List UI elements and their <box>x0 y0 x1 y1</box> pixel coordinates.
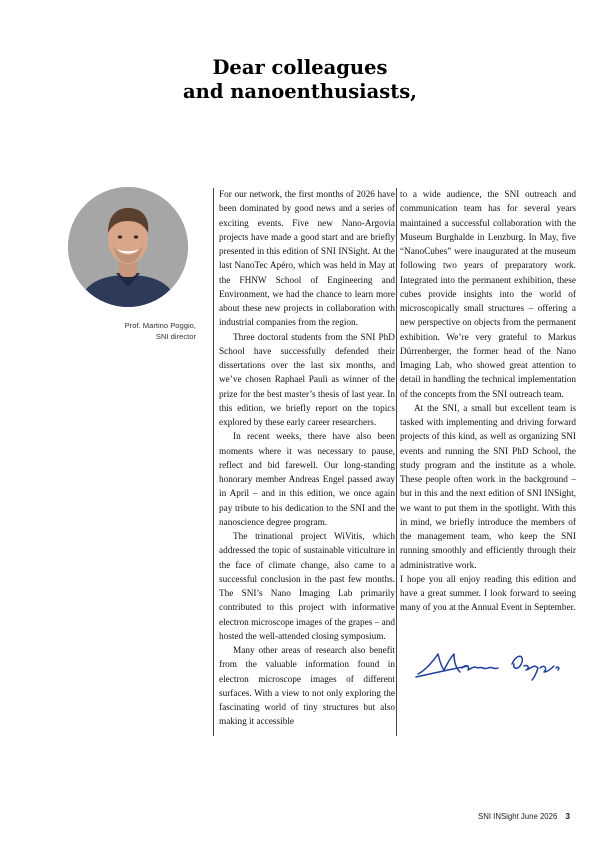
title-line-2: and nanoenthusiasts, <box>183 80 417 103</box>
column2-paragraph-2: At the SNI, a small but excellent team is tasked with implementing and driving forward projects of this kind, as well as organizing SNI events and running the SNI PhD School, the study program and the institute as a whole. These people often work in the background – but in this and the next edition of SNI INSight, we want to put them in the spotlight. With this in mind, we briefly introduce the members of the management team, who keep the SNI running smoothly and efficiently through their administrative work. <box>400 403 576 571</box>
caption-role: SNI director <box>155 332 196 341</box>
handwritten-signature <box>412 644 572 684</box>
letter-column-2 <box>400 188 576 616</box>
signature-graphic <box>412 644 572 684</box>
portrait-illustration <box>68 187 188 307</box>
column1-paragraph-5: Many other areas of research also benefit from the valuable information found in electron microscope images of different surfaces. With a view to not only exploring the fascinating world of tiny structures but also making it accessible <box>219 646 395 728</box>
column-divider-left <box>213 188 214 736</box>
director-portrait <box>68 187 188 307</box>
column1-paragraph-1: For our network, the first months of 2026 have been dominated by good news and a series of exciting events. Five new Nano-Argovia projects have made a good start and are briefly presented in this edition of SNI INSight. At the last NanoTec Apéro, which was held in May at the FHNW School of Engineering and Environment, we had the chance to learn more about these new projects in collaboration with industrial companies from the region. <box>219 190 395 329</box>
letter-title <box>0 56 600 104</box>
page-number: 3 <box>565 811 570 821</box>
column2-paragraph-3: I hope you all enjoy reading this edition and have a great summer. I look forward to seeing many of you at the Annual Event in September. <box>400 574 576 614</box>
caption-name: Prof. Martino Poggio, <box>124 321 196 330</box>
publication-name: SNI INSight June 2026 <box>478 812 558 821</box>
page-footer <box>478 811 570 821</box>
portrait-caption <box>60 320 196 342</box>
column-divider-right <box>396 188 397 736</box>
title-line-1: Dear colleagues <box>212 56 388 79</box>
column1-paragraph-4: The trinational project WiVitis, which addressed the topic of sustainable viticulture in the face of climate change, also came to a successful conclusion in the past few months. The SNI’s Nano Imaging Lab primarily contributed to this project with informative electron microscope images of the grapes – and hosted the well-attended closing symposium. <box>219 532 395 642</box>
column2-paragraph-1: to a wide audience, the SNI outreach and communication team has for several years maintained a successful collaboration with the Museum Burghalde in Lenzburg. In May, five “NanoCubes” were inaugurated at the museum following two years of preparatory work. Integrated into the permanent exhibition, these cubes provide insights into the world of microscopically small structures – offering a new perspective on objects from the permanent exhibition. We’re very grateful to Markus Dürrenberger, the former head of the Nano Imaging Lab, who showed great attention to detail in handling the technical implementation of the concepts from the SNI outreach team. <box>400 190 576 400</box>
column1-paragraph-3: In recent weeks, there have also been moments where it was necessary to pause, reflect and bid farewell. Our long-standing honorary member Andreas Engel passed away in April – and in this edition, we once again pay tribute to his dedication to the SNI and the nanoscience degree program. <box>219 432 395 528</box>
column1-paragraph-2: Three doctoral students from the SNI PhD School have successfully defended their dissertations over the last six months, and we’ve chosen Raphael Pauli as winner of the prize for the best master’s thesis of last year. In this edition, we briefly report on the topics explored by these early career researchers. <box>219 332 395 428</box>
letter-column-1 <box>219 188 395 730</box>
